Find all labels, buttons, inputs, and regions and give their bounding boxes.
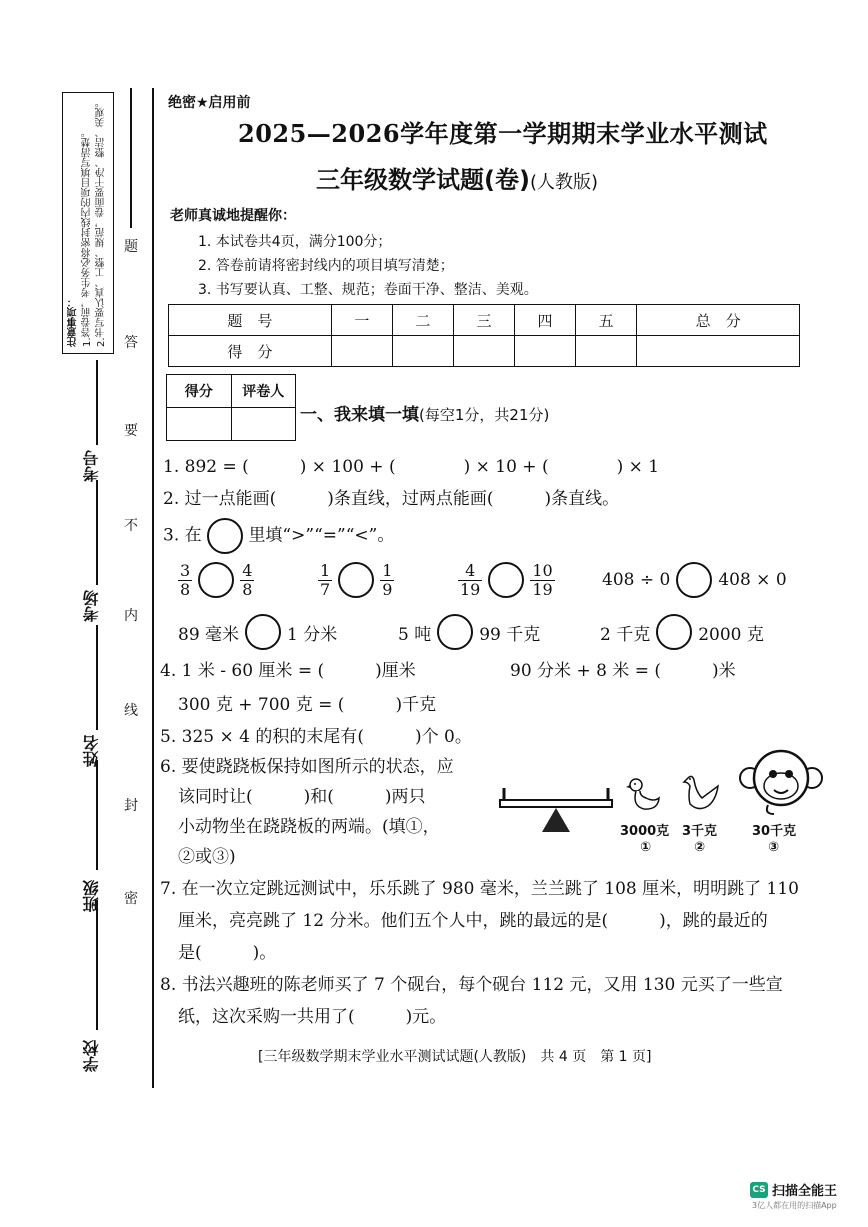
answer-circle[interactable] — [245, 614, 281, 650]
exam-subtitle — [316, 160, 598, 195]
compare-item-1 — [178, 558, 254, 602]
score-cell[interactable] — [453, 336, 514, 367]
name-line — [96, 625, 98, 730]
score-header-cell: 二 — [392, 305, 453, 336]
seal-char: 线 — [124, 703, 138, 719]
class-line — [96, 760, 98, 870]
score-header-cell: 三 — [453, 305, 514, 336]
goose-weight: 3千克 — [682, 824, 718, 839]
expr-right: 99 千克 — [479, 624, 541, 645]
question-5: 5. 325 × 4 的积的末尾有( )个 0。 — [160, 727, 472, 747]
answer-circle[interactable] — [198, 562, 234, 598]
seal-char: 不 — [124, 518, 138, 534]
monkey-number: ③ — [768, 840, 780, 855]
seal-char: 要 — [124, 423, 138, 439]
seal-char: 内 — [124, 608, 138, 624]
compare-circle-icon — [207, 518, 243, 554]
goose-icon — [680, 772, 722, 816]
score-cell[interactable] — [576, 336, 637, 367]
fraction: $\frac{3}{8}$ — [180, 560, 191, 599]
secret-mark: 绝密★启用前 — [168, 95, 251, 111]
question-3-prefix: 3. 在 — [163, 525, 202, 546]
compare-item-5 — [178, 614, 337, 650]
grader-name-cell[interactable] — [231, 408, 296, 441]
question-7-line-1: 7. 在一次立定跳远测试中，乐乐跳了 980 毫米，兰兰跳了 108 厘米，明明跳了 110 — [160, 879, 799, 899]
compare-item-3 — [458, 558, 555, 602]
score-header-cell: 五 — [576, 305, 637, 336]
question-2: 2. 过一点能画( )条直线，过两点能画( )条直线。 — [163, 489, 620, 509]
notice-title: 注意事项： — [68, 297, 79, 347]
scanner-brand — [750, 1180, 837, 1199]
tips-intro: 老师真诚地提醒你： — [170, 208, 296, 224]
school-line — [96, 900, 98, 1030]
score-cell[interactable] — [637, 336, 800, 367]
question-7-line-2: 厘米，亮亮跳了 12 分米。他们五个人中，跳的最远的是( )，跳的最近的 — [178, 911, 768, 931]
question-3 — [163, 518, 394, 554]
fraction: $\frac{1}{9}$ — [382, 560, 393, 599]
seal-line — [130, 88, 132, 228]
compare-item-4 — [602, 558, 787, 602]
question-6-line-1: 6. 要使跷跷板保持如图所示的状态，应 — [160, 757, 454, 777]
answer-circle[interactable] — [488, 562, 524, 598]
question-6-line-4: ②或③) — [178, 847, 236, 867]
grader-score-label: 得分 — [167, 375, 232, 408]
seal-char: 密 — [124, 891, 138, 907]
exam-no-label: 考号 — [82, 450, 101, 482]
score-header-cell: 题 号 — [169, 305, 332, 336]
expr-right: 2000 克 — [698, 624, 764, 645]
compare-item-2 — [318, 558, 394, 602]
monkey-weight: 30千克 — [752, 824, 797, 839]
compare-item-7 — [600, 614, 764, 650]
edition-label: (人教版) — [529, 172, 598, 193]
answer-circle[interactable] — [437, 614, 473, 650]
exam-room-label: 考场 — [82, 590, 101, 622]
expr-left: 5 吨 — [398, 624, 432, 645]
seesaw-icon — [498, 780, 616, 836]
notice-line-1: 1.答卷前，考生务必将密封线内的项目填写清楚。 — [82, 127, 93, 347]
score-table — [168, 304, 800, 367]
grader-score-cell[interactable] — [167, 408, 232, 441]
tip-1: 1. 本试卷共4页，满分100分； — [198, 234, 392, 250]
notice-box — [62, 92, 114, 354]
question-4b: 90 分米 + 8 米 = ( )米 — [510, 661, 736, 681]
expr-left: 89 毫米 — [178, 624, 240, 645]
question-4c: 300 克 + 700 克 = ( )千克 — [178, 695, 437, 715]
page-footer: [三年级数学期末学业水平测试试题(人教版) 共 4 页 第 1 页] — [258, 1049, 652, 1065]
exam-room-line — [96, 480, 98, 585]
section-1-note: (每空1分，共21分) — [419, 406, 550, 424]
score-table-header-row — [169, 305, 800, 336]
seal-char: 题 — [124, 239, 138, 255]
score-header-cell: 一 — [331, 305, 392, 336]
score-row-label: 得 分 — [169, 336, 332, 367]
seal-char: 封 — [124, 798, 138, 814]
goose-number: ② — [694, 840, 706, 855]
section-1-title: 一、我来填一填 — [300, 405, 419, 425]
expr-left: 408 ÷ 0 — [602, 570, 671, 590]
scanner-brand-name: 扫描全能王 — [772, 1184, 838, 1199]
score-cell[interactable] — [515, 336, 576, 367]
duck-number: ① — [640, 840, 652, 855]
fraction: $\frac{10}{19}$ — [532, 560, 553, 599]
tip-3: 3. 书写要认真、工整、规范；卷面干净、整洁、美观。 — [198, 282, 538, 298]
binding-divider — [152, 88, 154, 1088]
grader-name-label: 评卷人 — [231, 375, 296, 408]
seal-char: 答 — [124, 335, 138, 351]
school-label: 学校 — [82, 1040, 101, 1072]
section-1-heading — [300, 400, 549, 425]
question-6-line-3: 小动物坐在跷跷板的两端。(填①， — [178, 817, 440, 837]
subject-title: 三年级数学试题(卷) — [316, 166, 530, 194]
notice-line-2: 2.书写要认真、工整、规范，卷面要干净、整洁、美观。 — [96, 97, 107, 347]
compare-item-6 — [398, 614, 540, 650]
answer-circle[interactable] — [656, 614, 692, 650]
duck-icon — [626, 776, 662, 816]
score-cell[interactable] — [331, 336, 392, 367]
class-label: 班级 — [82, 880, 101, 912]
score-cell[interactable] — [392, 336, 453, 367]
tip-2: 2. 答卷前请将密封线内的项目填写清楚； — [198, 258, 454, 274]
fraction: $\frac{4}{8}$ — [242, 560, 253, 599]
scanner-logo-icon: CS — [750, 1182, 768, 1198]
question-4a: 4. 1 米 - 60 厘米 = ( )厘米 — [160, 661, 416, 681]
score-header-cell: 总 分 — [637, 305, 800, 336]
expr-right: 1 分米 — [287, 624, 338, 645]
exam-title: 2025—2026学年度第一学期期末学业水平测试 — [238, 119, 768, 148]
expr-left: 2 千克 — [600, 624, 651, 645]
name-label: 姓名 — [82, 735, 101, 767]
duck-weight: 3000克 — [620, 824, 670, 839]
answer-circle[interactable] — [338, 562, 374, 598]
question-1: 1. 892 = ( ) × 100 + ( ) × 10 + ( ) × 1 — [163, 457, 660, 477]
answer-circle[interactable] — [676, 562, 712, 598]
fraction: $\frac{1}{7}$ — [320, 560, 331, 599]
expr-right: 408 × 0 — [718, 570, 787, 590]
question-7-line-3: 是( )。 — [178, 943, 277, 963]
question-3-suffix: 里填“>”“=”“<”。 — [248, 525, 395, 546]
question-8-line-2: 纸，这次采购一共用了( )元。 — [178, 1007, 447, 1027]
score-table-score-row — [169, 336, 800, 367]
scanner-brand-tagline: 3亿人都在用的扫描App — [752, 1201, 837, 1210]
grader-table — [166, 374, 296, 441]
question-6-line-2: 该同时让( )和( )两只 — [178, 787, 426, 807]
monkey-icon — [738, 748, 824, 816]
exam-no-line — [96, 360, 98, 445]
question-8-line-1: 8. 书法兴趣班的陈老师买了 7 个砚台，每个砚台 112 元，又用 130 元买了一些宣 — [160, 975, 783, 995]
fraction: $\frac{4}{19}$ — [460, 560, 481, 599]
score-header-cell: 四 — [515, 305, 576, 336]
